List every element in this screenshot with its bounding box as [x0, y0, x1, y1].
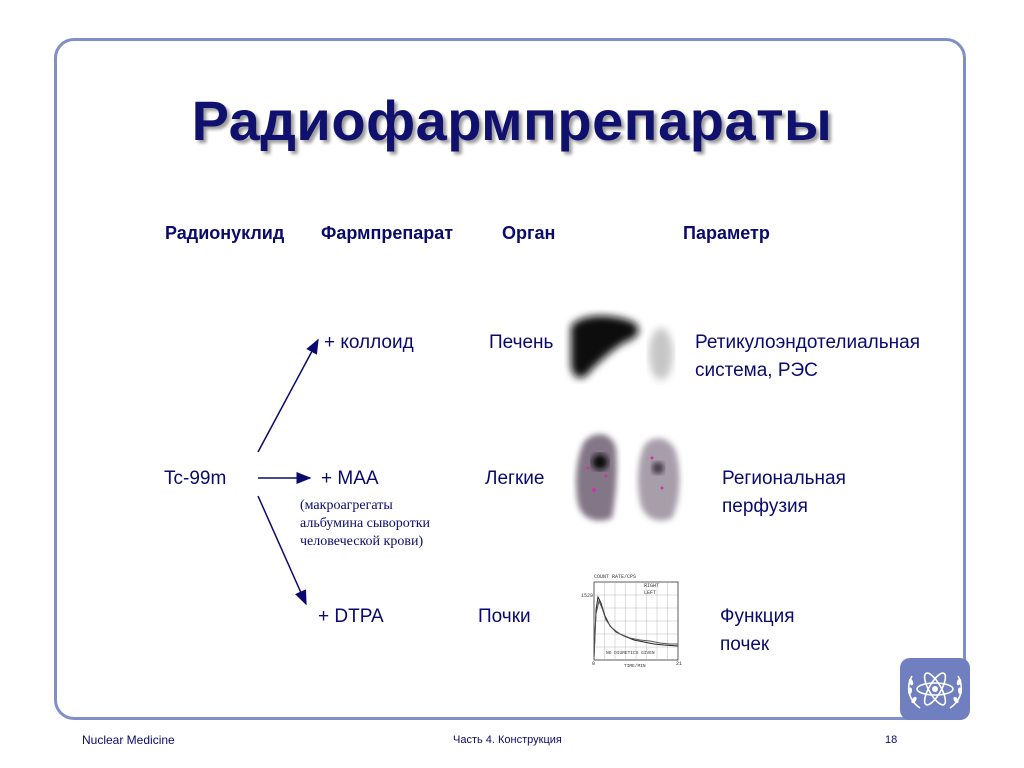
organ-kidneys: Почки	[478, 606, 531, 627]
renogram-chart	[580, 570, 692, 668]
arrow-up	[258, 340, 318, 452]
footer-section: Часть 4. Конструкция	[453, 734, 562, 746]
slide-title: Радиофармпрепараты	[191, 89, 833, 152]
source-nuclide: Tc-99m	[164, 468, 227, 489]
param-renal-line1: Функция	[720, 606, 795, 627]
maa-note-line1: (макроагрегаты	[300, 498, 393, 513]
renogram-legend-right: RIGHT	[644, 583, 660, 589]
header-parameter: Параметр	[683, 223, 770, 243]
renogram-x-end: 21	[676, 661, 683, 667]
renogram-note: NO DIURETICS GIVEN	[606, 651, 655, 656]
renogram-legend-left: LEFT	[644, 590, 657, 596]
maa-note-line2: альбумина сыворотки	[300, 516, 431, 531]
param-renal-line2: почек	[720, 634, 770, 655]
param-res-line2: система, РЭС	[695, 360, 818, 381]
param-res-line1: Ретикулоэндотелиальная	[695, 332, 921, 353]
renogram-ymax: 1529	[581, 593, 594, 599]
iaea-logo-icon	[900, 658, 970, 720]
renogram-header: COUNT RATE/CPS	[594, 574, 637, 580]
organ-lungs: Легкие	[485, 468, 545, 489]
agent-maa: + МАА	[321, 468, 379, 489]
param-perfusion-line1: Региональная	[722, 468, 846, 489]
lung-scan-image	[572, 428, 686, 528]
footer-page-number: 18	[885, 734, 898, 746]
renogram-xlabel: TIME/MIN	[624, 664, 646, 668]
maa-note-line3: человеческой крови)	[300, 534, 424, 549]
param-perfusion-line2: перфузия	[722, 496, 808, 517]
agent-colloid: + коллоид	[324, 332, 414, 353]
footer-course: Nuclear Medicine	[82, 733, 175, 747]
agent-dtpa: + DTPA	[318, 606, 384, 627]
renogram-x-start: 0	[592, 661, 596, 667]
arrow-down	[258, 496, 306, 604]
header-organ: Орган	[502, 223, 556, 243]
liver-scan-image	[563, 308, 683, 390]
header-radionuclide: Радионуклид	[165, 223, 285, 243]
header-pharma: Фармпрепарат	[321, 223, 454, 243]
organ-liver: Печень	[489, 332, 554, 353]
